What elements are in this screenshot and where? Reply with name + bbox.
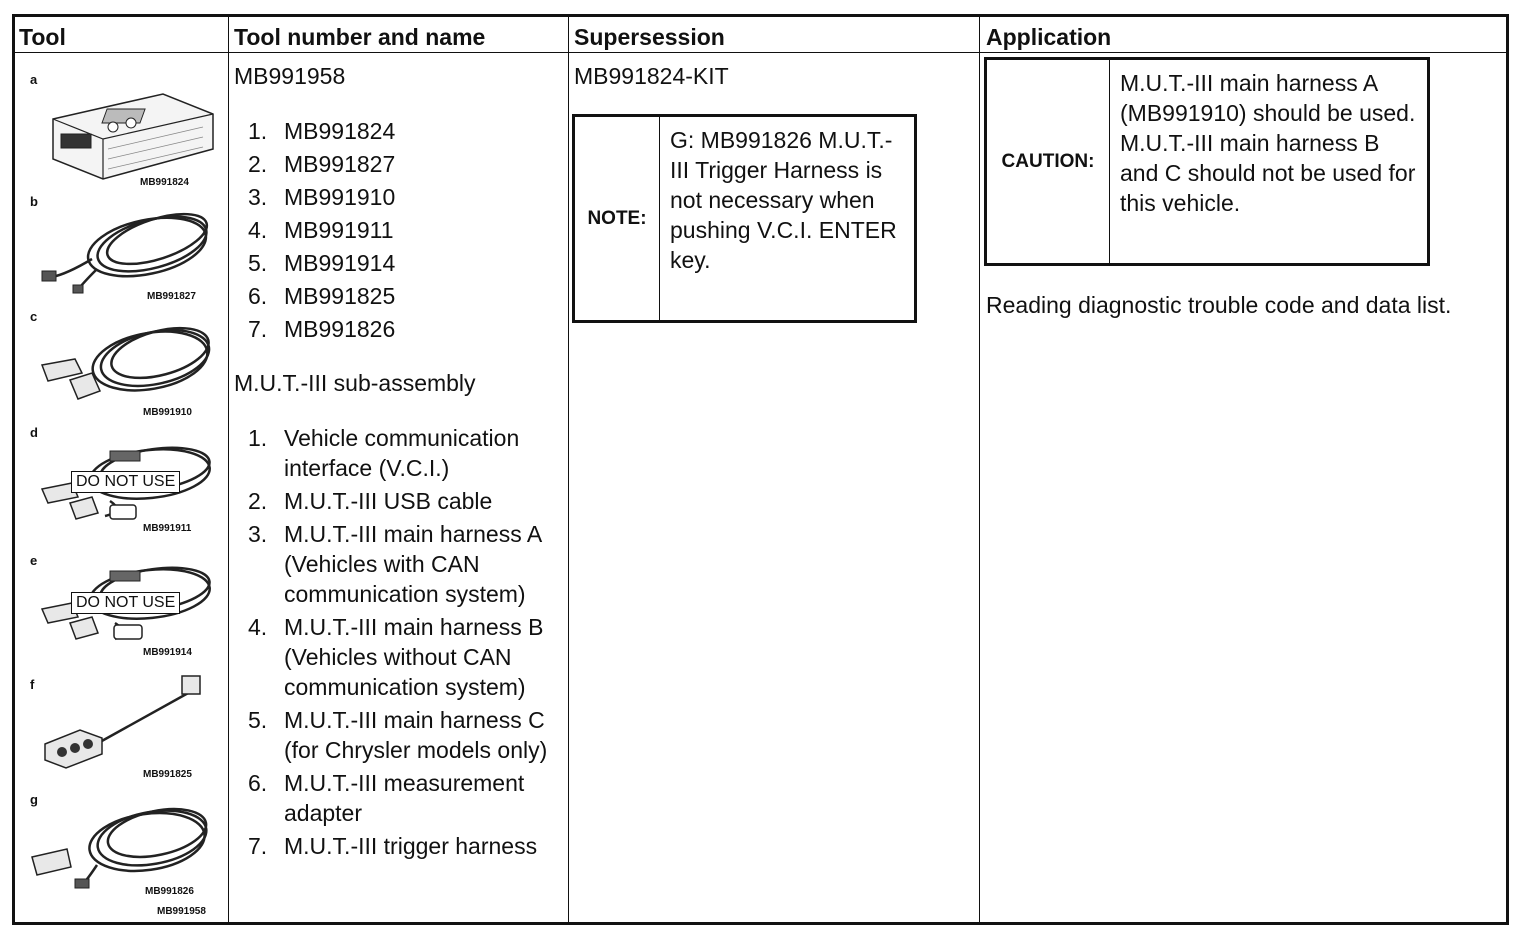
tool-letter-c: c — [30, 309, 38, 324]
list-item: 6. M.U.T.-III measurement adapter — [248, 770, 525, 826]
list-item: 1. Vehicle communication interface (V.C.I.) — [248, 425, 520, 481]
sub-assembly-list — [234, 423, 564, 861]
measurement-adapter-icon — [40, 672, 210, 772]
list-item: 1. MB991824 — [248, 118, 396, 144]
tool-letter-a: a — [30, 72, 38, 87]
column-divider — [979, 17, 980, 922]
list-item: 4. MB991911 — [248, 217, 394, 243]
usb-cable-icon — [37, 199, 217, 294]
tool-letter-d: d — [30, 425, 38, 440]
list-item: 7. MB991826 — [248, 316, 396, 342]
sub-assembly-title: M.U.T.-III sub-assembly — [234, 370, 476, 396]
do-not-use-label-e: DO NOT USE — [71, 592, 180, 614]
do-not-use-label-d: DO NOT USE — [71, 471, 180, 493]
header-divider — [15, 52, 1506, 53]
tool-letter-g: g — [30, 792, 38, 807]
header-application: Application — [986, 24, 1112, 50]
part-number-list — [234, 116, 564, 344]
tool-part-number-e: MB991914 — [143, 647, 192, 658]
tool-part-number-a: MB991824 — [140, 177, 189, 188]
header-tool: Tool — [19, 24, 66, 50]
note-text: G: MB991826 M.U.T.-III Trigger Harness is not necessary when pushing V.C.I. ENTER key. — [670, 127, 897, 273]
column-divider — [568, 17, 569, 922]
caution-divider — [1109, 60, 1110, 263]
caution-label: CAUTION: — [1001, 150, 1095, 172]
caution-box — [984, 57, 1430, 266]
trigger-harness-icon — [27, 795, 217, 890]
special-tools-table — [12, 14, 1509, 925]
tool-part-number-b: MB991827 — [147, 291, 196, 302]
list-item: 4. M.U.T.-III main harness B (Vehicles without CAN communication system) — [248, 614, 544, 700]
supersession-value: MB991824-KIT — [574, 63, 729, 89]
tool-letter-b: b — [30, 194, 38, 209]
column-divider — [228, 17, 229, 922]
tool-part-number-d: MB991911 — [143, 523, 192, 534]
list-item: 3. MB991910 — [248, 184, 396, 210]
application-text: Reading diagnostic trouble code and data list. — [986, 292, 1452, 318]
main-harness-a-icon — [30, 315, 220, 410]
tool-part-number-c: MB991910 — [143, 407, 192, 418]
header-tool-number-and-name: Tool number and name — [234, 24, 486, 50]
note-divider — [659, 117, 660, 320]
header-supersession: Supersession — [574, 24, 725, 50]
vci-unit-icon — [43, 79, 223, 184]
tool-letter-e: e — [30, 553, 38, 568]
list-item: 6. MB991825 — [248, 283, 396, 309]
note-label: NOTE: — [587, 207, 647, 229]
tool-part-number-g: MB991826 — [145, 886, 194, 897]
list-item: 5. MB991914 — [248, 250, 396, 276]
tool-number: MB991958 — [234, 63, 346, 89]
caution-text: M.U.T.-III main harness A (MB991910) should be used. M.U.T.-III main harness B and C should not be used for this vehicle. — [1120, 70, 1416, 216]
kit-part-number-label: MB991958 — [157, 906, 206, 917]
tool-letter-f: f — [30, 677, 35, 692]
tool-part-number-f: MB991825 — [143, 769, 192, 780]
list-item: 2. M.U.T.-III USB cable — [248, 488, 493, 514]
list-item: 5. M.U.T.-III main harness C (for Chrysler models only) — [248, 707, 548, 763]
note-box — [572, 114, 917, 323]
list-item: 7. M.U.T.-III trigger harness — [248, 833, 538, 859]
list-item: 2. MB991827 — [248, 151, 396, 177]
list-item: 3. M.U.T.-III main harness A (Vehicles with CAN communication system) — [248, 521, 541, 607]
